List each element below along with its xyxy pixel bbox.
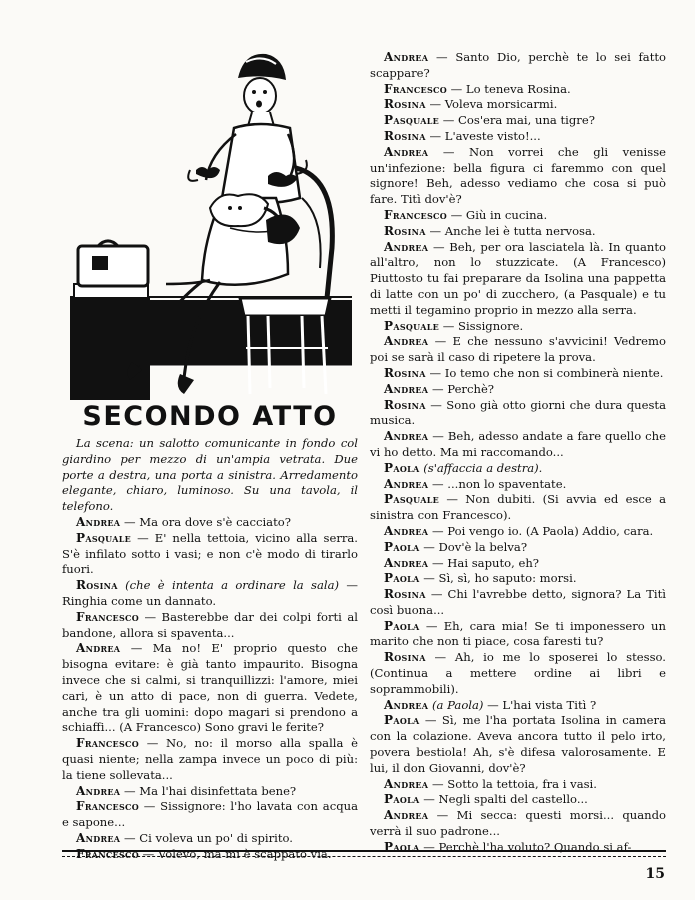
dialogue-text: — Voleva morsicarmi.	[429, 97, 558, 112]
dialogue-text: — Sotto la tettoia, fra i vasi.	[432, 776, 597, 791]
dialogue-text: — L'aveste visto!...	[429, 128, 541, 143]
dialogue-line	[370, 50, 666, 82]
dialogue-text: — Cos'era mai, una tigre?	[442, 113, 595, 128]
dialogue-text: — E' nella tettoia, vicino alla serra. S'è infilato sotto i vasi; e non c'è modo di tirarlo fuori.	[62, 530, 358, 577]
dialogue-text: — Anche lei è tutta nervosa.	[429, 223, 596, 238]
dialogue-text: — E che nessuno s'avvicini! Vedremo poi se sarà il caso di ripetere la prova.	[370, 334, 667, 365]
dialogue-line	[370, 398, 666, 430]
dialogue-text: — Ma l'hai disinfettata bene?	[124, 783, 297, 798]
dialogue-text: — Poi vengo io. (A Paola) Addio, cara.	[432, 523, 654, 538]
dialogue-line	[62, 610, 358, 642]
dialogue-text: — Non dubiti. (Si avvia ed esce a sinistra con Francesco).	[370, 492, 667, 523]
dialogue-line	[370, 556, 666, 572]
stage-direction: (a Paola)	[432, 697, 484, 712]
act-title: SECONDO ATTO	[82, 401, 338, 432]
seated-woman-with-dog-illustration	[70, 48, 355, 400]
footer-rule	[62, 850, 666, 857]
page-number: 15	[645, 866, 665, 882]
dialogue-line	[370, 713, 666, 776]
dialogue-line	[370, 319, 666, 335]
dialogue-text: — Negli spalti del castello...	[423, 792, 588, 807]
dialogue-line	[370, 524, 666, 540]
dialogue-text: — Volevo, ma mi è scappato via.	[142, 846, 332, 861]
dialogue-text: — Hai saputo, eh?	[432, 555, 540, 570]
speaker-name: Francesco	[76, 609, 139, 624]
dialogue-line	[62, 641, 358, 736]
speaker-name: Francesco	[76, 846, 139, 861]
speaker-name: Rosina	[384, 650, 426, 665]
speaker-name: Francesco	[384, 207, 447, 222]
dialogue-line	[370, 366, 666, 382]
speaker-name: Rosina	[384, 97, 426, 112]
speaker-name: Andrea	[384, 144, 429, 159]
speaker-name: Paola	[384, 839, 420, 854]
dialogue-text: — Sissignore.	[442, 318, 524, 333]
stage-direction: (s'affaccia a destra).	[423, 460, 543, 475]
speaker-name: Andrea	[384, 555, 429, 570]
dialogue-text: — Dov'è la belva?	[423, 539, 528, 554]
dialogue-line	[370, 619, 666, 651]
dialogue-text: — Basterebbe dar dei colpi forti al bandone, allora si spaventa...	[62, 609, 358, 640]
dialogue-text: — Mi secca: questi morsi... quando verrà il suo padrone...	[370, 808, 666, 839]
scene-description: La scena: un salotto comunicante in fondo col giardino per mezzo di un'ampia vetrata. Due porte a destra, una porta a sinistra. Arredamento elegante, chiaro, luminoso. Su una tavola, il telefono.	[62, 436, 358, 514]
dialogue-line	[370, 113, 666, 129]
dialogue-line	[62, 578, 358, 610]
speaker-name: Rosina	[76, 578, 118, 593]
dialogue-text: — Ma ora dove s'è cacciato?	[124, 514, 291, 529]
dialogue-text: — Sono già otto giorni che dura questa musica.	[370, 397, 667, 428]
dialogue-line	[370, 777, 666, 793]
speaker-name: Andrea	[384, 523, 429, 538]
speaker-name: Paola	[384, 618, 420, 633]
dialogue-line	[370, 698, 666, 714]
dialogue-text: — Ma no! E' proprio questo che bisogna evitare: è già tanto impaurito. Bisogna invece che si calmi, si tranquillizzi: l'amore, miei cari, è un atto di pace, non di guerra. Vedete, anche tra gli uomini: dopo magari si prendono a schiaffi... (A Francesco) Sono gravi le ferite?	[62, 641, 358, 735]
dialogue-line	[370, 477, 666, 493]
stage-direction: (che è intenta a ordinare la sala)	[125, 578, 340, 593]
dialogue-line	[370, 208, 666, 224]
speaker-name: Rosina	[384, 128, 426, 143]
dialogue-text: — Io temo che non si combinerà niente.	[429, 365, 664, 380]
right-column	[370, 50, 666, 856]
dialogue-line	[370, 429, 666, 461]
dialogue-line	[62, 784, 358, 800]
dialogue-line	[370, 334, 666, 366]
dialogue-text: — Perchè?	[432, 381, 495, 396]
speaker-name: Paola	[384, 539, 420, 554]
speaker-name: Andrea	[384, 429, 429, 444]
dialogue-line	[370, 82, 666, 98]
dialogue-text: — No, no: il morso alla spalla è quasi niente; nella zampa invece un poco di più: la tiene sollevata...	[62, 736, 358, 782]
dialogue-text: — Santo Dio, perchè te lo sei fatto scappare?	[370, 50, 666, 80]
speaker-name: Andrea	[384, 334, 429, 349]
dialogue-text: — Perchè l'ha voluto? Quando si af-	[423, 839, 632, 854]
speaker-name: Pasquale	[384, 318, 440, 333]
speaker-name: Rosina	[384, 587, 426, 602]
dialogue-line	[370, 792, 666, 808]
dialogue-line	[370, 145, 666, 208]
dialogue-text: — Sì, me l'ha portata Isolina in camera con la colazione. Aveva ancora tutto il pelo irto, povera bestiola! Ah, s'è difesa valorosamente. E lui, il don Giovanni, dov'è?	[370, 713, 666, 775]
speaker-name: Rosina	[384, 365, 426, 380]
dialogue-line	[370, 97, 666, 113]
speaker-name: Andrea	[384, 697, 429, 712]
dialogue-line	[370, 650, 666, 697]
dialogue-line	[370, 129, 666, 145]
dialogue-text: — Ah, io me lo sposerei lo stesso. (Continua a mettere ordine ai libri e soprammobili).	[370, 650, 666, 696]
dialogue-line	[62, 736, 358, 783]
dialogue-line	[370, 587, 666, 619]
dialogue-line	[370, 240, 666, 319]
dialogue-line	[62, 799, 358, 831]
dialogue-text: — Lo teneva Rosina.	[450, 81, 571, 96]
dialogue-text: — Non vorrei che gli venisse un'infezione: bella figura ci faremmo con quel signore! Beh, adesso vediamo che cosa si può fare. Titì dov'è?	[370, 144, 667, 207]
dialogue-line	[370, 224, 666, 240]
dialogue-text: — Chi l'avrebbe detto, signora? La Titì così buona...	[370, 587, 667, 617]
speaker-name: Paola	[384, 713, 420, 728]
dialogue-text: — Giù in cucina.	[450, 207, 548, 222]
dialogue-line	[370, 461, 666, 477]
left-dialogue	[62, 515, 358, 863]
dialogue-text: — Ringhia come un dannato.	[62, 578, 358, 608]
dialogue-text: — Sissignore: l'ho lavata con acqua e sapone...	[62, 799, 358, 830]
speaker-name: Paola	[384, 792, 420, 807]
dialogue-line	[370, 492, 666, 524]
dialogue-text: — Sì, sì, ho saputo: morsi.	[423, 571, 577, 586]
speaker-name: Rosina	[384, 223, 426, 238]
speaker-name: Paola	[384, 460, 420, 475]
speaker-name: Andrea	[76, 514, 121, 529]
dialogue-text: — Ci voleva un po' di spirito.	[124, 830, 293, 845]
dialogue-text: — Beh, adesso andate a fare quello che vi ho detto. Ma mi raccomando...	[370, 429, 666, 459]
dialogue-line	[370, 540, 666, 556]
speaker-name: Rosina	[384, 397, 426, 412]
speaker-name: Paola	[384, 571, 420, 586]
speaker-name: Andrea	[384, 239, 429, 254]
dialogue-line	[370, 571, 666, 587]
dialogue-text: — L'hai vista Titì ?	[487, 697, 597, 712]
dialogue-text: — Beh, per ora lasciatela là. In quanto all'altro, non lo stuzzicate. (A Francesco) Piuttosto tu fai preparare da Isolina una pappetta di latte con un po' di zucchero, (a Pasquale) e tu metti il tegamino proprio in mezzo alla serra.	[370, 239, 667, 317]
speaker-name: Francesco	[76, 736, 139, 751]
dialogue-text: — ...non lo spaventate.	[432, 476, 567, 491]
right-dialogue	[370, 50, 666, 856]
speaker-name: Andrea	[384, 381, 429, 396]
speaker-name: Andrea	[384, 476, 429, 491]
dialogue-line	[62, 531, 358, 578]
speaker-name: Pasquale	[384, 492, 440, 507]
dialogue-line	[62, 831, 358, 847]
speaker-name: Andrea	[76, 641, 121, 656]
speaker-name: Pasquale	[76, 530, 132, 545]
dialogue-line	[62, 515, 358, 531]
speaker-name: Andrea	[76, 830, 121, 845]
dialogue-line	[370, 382, 666, 398]
speaker-name: Francesco	[76, 799, 139, 814]
speaker-name: Andrea	[76, 783, 121, 798]
speaker-name: Andrea	[384, 808, 429, 823]
speaker-name: Francesco	[384, 81, 447, 96]
left-column	[62, 436, 358, 863]
dialogue-line	[370, 808, 666, 840]
speaker-name: Andrea	[384, 50, 429, 64]
dialogue-text: — Eh, cara mia! Se ti imponessero un marito che non ti piace, cosa faresti tu?	[370, 618, 666, 649]
speaker-name: Pasquale	[384, 113, 440, 128]
speaker-name: Andrea	[384, 776, 429, 791]
